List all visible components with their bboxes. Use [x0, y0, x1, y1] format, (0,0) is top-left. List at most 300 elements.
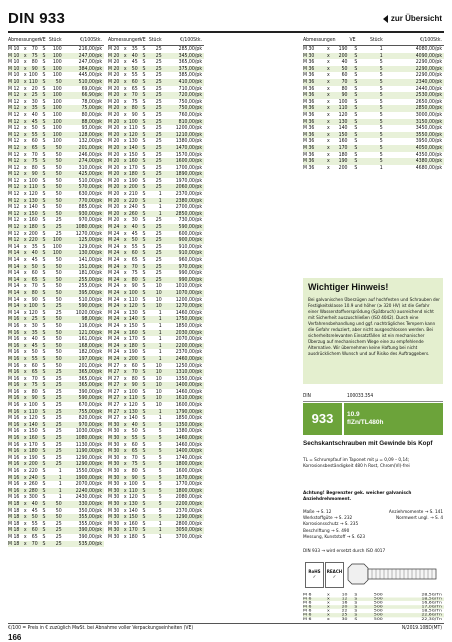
thread-size: M 20 [108, 105, 122, 112]
times-sign: x [23, 158, 27, 165]
thread-size: M 12 [8, 92, 22, 99]
price: 710,00/pk [178, 85, 202, 92]
quantity: 25 [48, 461, 63, 468]
length: 180 [128, 171, 138, 178]
length: 60 [128, 250, 140, 257]
ve-code: S [42, 125, 46, 132]
times-sign: x [23, 283, 27, 290]
ve-code: S [140, 277, 149, 284]
quantity: 25 [55, 533, 62, 540]
thread-size: M 12 [8, 217, 20, 224]
price: 365,00/pk [78, 375, 102, 382]
length: 40 [128, 422, 140, 429]
times-sign: x [23, 481, 27, 488]
table-row [108, 356, 204, 363]
price: 750,00/pk [178, 98, 202, 105]
table-row [108, 514, 204, 521]
length: 25 [333, 613, 350, 617]
times-sign: x [23, 138, 27, 145]
table-row [8, 158, 104, 165]
ve-code: S [40, 53, 49, 60]
table-row [8, 171, 104, 178]
reference-line[interactable]: Beschriftung → S. 490 [303, 528, 350, 534]
price: 365,00/pk [64, 369, 104, 376]
thread-size: M 12 [8, 132, 22, 139]
thread-size: M 20 [108, 145, 122, 152]
ve-code: S [42, 415, 46, 422]
length: 35 [28, 105, 40, 112]
page-number: 166 [8, 633, 22, 642]
quantity: 50 [48, 501, 63, 508]
times-sign: x [23, 369, 27, 376]
thread-size: M 30 [108, 441, 120, 448]
quantity: 50 [48, 514, 63, 521]
price: 1790,00/pk [164, 409, 204, 416]
times-sign: x [23, 448, 27, 455]
quantity: 5 [362, 158, 385, 165]
price: 285,00/pk [178, 46, 202, 52]
ve-code: S [350, 605, 363, 609]
ve-code: S [142, 98, 146, 105]
times-sign: x [123, 329, 127, 336]
quantity: 25 [148, 184, 163, 191]
price: 1460,00/pk [175, 388, 202, 395]
ve-code: S [40, 461, 49, 468]
quantity: 25 [48, 303, 63, 310]
ve-code: S [42, 46, 46, 52]
length: 140 [338, 125, 348, 132]
times-sign: x [326, 98, 330, 105]
times-sign: x [324, 79, 332, 86]
thread-size: M 24 [108, 336, 120, 343]
times-sign: x [23, 111, 27, 118]
ve-code: S [142, 520, 146, 527]
quantity: 5 [362, 132, 385, 139]
thread-size: M 36 [303, 145, 324, 152]
quantity: 1 [148, 198, 163, 205]
reference-line[interactable]: Werkstoffgüte → S. 232 Normwert ungl. → S. 4 [303, 516, 443, 522]
table-row [8, 277, 104, 284]
quantity: 10 [155, 296, 162, 303]
din-number: 933 [303, 403, 342, 435]
times-sign: x [23, 514, 27, 521]
thread-size: M 30 [108, 507, 120, 514]
table-row [108, 343, 204, 350]
length: 55 [131, 243, 138, 250]
price: 310,00/pk [78, 164, 102, 171]
length: 100 [128, 388, 138, 395]
overview-link[interactable] [383, 14, 442, 23]
quantity: 25 [55, 402, 62, 409]
times-sign: x [23, 303, 27, 310]
table-row [108, 92, 204, 99]
price: 18,50/Tn [421, 609, 442, 613]
times-sign: x [324, 158, 332, 165]
price: 355,00/pk [64, 514, 104, 521]
ve-code: S [42, 494, 46, 501]
thread-size: M 16 [8, 375, 20, 382]
quantity: 500 [362, 605, 385, 609]
quantity: 100 [48, 237, 63, 244]
thread-size: M 20 [108, 211, 122, 218]
thread-size: M 27 [108, 402, 120, 409]
ve-code: S [42, 217, 46, 224]
table-row [108, 461, 204, 468]
quantity: 25 [155, 138, 162, 145]
thread-size: M 20 [108, 138, 120, 145]
price: 1890,00/pk [164, 171, 204, 178]
thread-size: M 24 [108, 224, 122, 231]
ve-code: S [350, 79, 363, 86]
ve-code: S [42, 204, 46, 211]
quantity: 5 [379, 151, 383, 158]
table-row [8, 343, 104, 350]
times-sign: x [123, 349, 127, 356]
times-sign: x [324, 613, 332, 617]
finish: flZn/TL480h [347, 419, 384, 426]
ve-code: S [40, 316, 49, 323]
price: 1080,00/pk [64, 435, 104, 442]
quantity: 50 [55, 322, 62, 329]
warning-box [303, 278, 443, 384]
times-sign: x [123, 65, 127, 72]
quantity: 50 [55, 336, 62, 343]
table-row [108, 349, 204, 356]
length: 200 [333, 53, 350, 60]
thread-size: M 18 [8, 507, 20, 514]
ve-code: S [354, 164, 358, 171]
length: 200 [128, 355, 138, 362]
length: 300 [28, 494, 38, 501]
thread-size: M 27 [108, 409, 122, 416]
price: 128,00/pk [64, 132, 104, 139]
table-row [303, 92, 444, 99]
price: 2200,00/pk [164, 501, 204, 508]
length: 65 [28, 145, 40, 152]
thread-size: M 16 [8, 395, 22, 402]
times-sign: x [123, 52, 127, 59]
thread-size: M 16 [8, 356, 22, 363]
quantity: 25 [155, 270, 162, 277]
price: 2700,00/pk [175, 204, 202, 211]
ve-code: S [42, 349, 46, 356]
length: 120 [128, 131, 138, 138]
ve-code: S [42, 507, 46, 514]
ve-code: S [42, 336, 46, 343]
quantity: 5 [148, 448, 163, 455]
table-row [8, 250, 104, 257]
ve-code: S [140, 171, 149, 178]
times-sign: x [23, 85, 27, 92]
ve-code: S [142, 349, 146, 356]
price: 1350,00/pk [164, 422, 204, 429]
length: 110 [128, 296, 138, 303]
quantity: 1 [58, 481, 62, 488]
times-sign: x [23, 342, 27, 349]
reference-line[interactable]: Maße → S. 12 Anziehmomente → S. 141 [303, 510, 443, 515]
table-row [108, 244, 204, 251]
table-row [8, 488, 104, 495]
table-row [8, 402, 104, 409]
times-sign: x [23, 131, 27, 138]
ve-code: S [42, 428, 46, 435]
times-sign: x [23, 500, 27, 507]
quantity: 500 [362, 613, 385, 617]
length: 75 [128, 461, 140, 468]
quantity: 100 [52, 138, 62, 145]
table-row [303, 132, 444, 139]
thread-size: M 10 [8, 53, 22, 60]
thread-size: M 16 [8, 475, 22, 482]
thread-size: M 30 [108, 428, 120, 435]
price: 1380,00/pk [175, 428, 202, 435]
price: 910,00/pk [178, 243, 202, 250]
ve-code: S [40, 264, 49, 271]
thread-size: M 18 [8, 514, 22, 521]
length: 25 [28, 316, 40, 323]
times-sign: x [23, 65, 27, 72]
quantity: 25 [48, 541, 63, 548]
price: 1600,00/pk [164, 158, 204, 165]
length: 280 [28, 487, 38, 494]
thread-size: M 14 [8, 290, 22, 297]
price: 365,00/pk [64, 382, 104, 389]
length: 12 [333, 597, 350, 601]
times-sign: x [23, 230, 27, 237]
table-row [108, 330, 204, 337]
quantity: 100 [52, 111, 62, 118]
table-row [8, 198, 104, 205]
times-sign: x [23, 78, 27, 85]
length: 220 [28, 237, 38, 244]
price: 2290,00/pk [415, 59, 442, 66]
price: 201,00/pk [78, 362, 102, 369]
table-row [8, 494, 104, 501]
table-row [108, 119, 204, 126]
ve-code: S [42, 98, 46, 105]
times-sign: x [23, 336, 27, 343]
ve-code: S [40, 66, 49, 73]
quantity: 1 [148, 330, 163, 337]
ve-code: S [140, 343, 149, 350]
table-row [8, 501, 104, 508]
length: 110 [128, 125, 138, 132]
price: 1380,00/pk [175, 138, 202, 145]
ve-code: S [40, 501, 49, 508]
thread-size: M 18 [8, 533, 20, 540]
quantity: 25 [155, 177, 162, 184]
table-row [303, 152, 444, 159]
table-row [8, 119, 104, 126]
price: 2430,00/pk [75, 494, 102, 501]
reach-icon: REACH ✓ [325, 562, 344, 588]
quantity: 1 [158, 415, 162, 422]
quantity: 25 [55, 454, 62, 461]
thread-size: M 6 [303, 605, 324, 609]
thread-size: M 24 [108, 356, 122, 363]
price: 1070,00/pk [164, 290, 204, 297]
price: 1010,00/pk [175, 283, 202, 290]
table-row [8, 211, 104, 218]
times-sign: x [123, 388, 127, 395]
price: 2530,00/pk [385, 92, 444, 99]
quantity: 25 [155, 98, 162, 105]
ve-code: S [350, 92, 363, 99]
length: 75 [131, 270, 138, 277]
quantity: 25 [48, 369, 63, 376]
ve-code: S [40, 79, 49, 86]
table-row [8, 415, 104, 422]
thread-size: M 16 [8, 362, 20, 369]
length: 190 [333, 158, 350, 165]
length: 25 [28, 92, 40, 99]
price: 1570,00/pk [175, 151, 202, 158]
price: 970,00/pk [164, 264, 204, 271]
price: 1460,00/pk [164, 435, 204, 442]
length: 160 [128, 520, 138, 527]
price: 1080,00/pk [64, 224, 104, 231]
thread-size: M 16 [8, 415, 20, 422]
quantity: 1 [158, 336, 162, 343]
times-sign: x [23, 164, 27, 171]
thread-size: M 27 [108, 375, 120, 382]
times-sign: x [23, 435, 27, 442]
ve-code: S [354, 111, 358, 118]
times-sign: x [123, 164, 127, 171]
reference-line[interactable]: Korrosionsschutz → S. 235 [303, 522, 359, 528]
length: 75 [28, 382, 40, 389]
price: 510,00/pk [78, 177, 102, 184]
quantity: 25 [148, 53, 163, 60]
table-row [108, 145, 204, 152]
ve-code: S [40, 395, 49, 402]
price: 970,00/pk [78, 217, 102, 224]
ve-code: S [140, 79, 149, 86]
length: 30 [131, 217, 138, 224]
length: 140 [28, 204, 38, 211]
table-row [108, 125, 204, 132]
times-sign: x [123, 138, 127, 145]
ve-code: S [350, 119, 363, 126]
table-row [8, 59, 104, 66]
length: 10 [341, 593, 348, 597]
length: 150 [128, 151, 138, 158]
ve-code: S [140, 211, 149, 218]
table-row [8, 72, 104, 79]
quantity: 5 [158, 428, 162, 435]
thread-size: M 20 [108, 111, 120, 118]
price: 820,00/pk [78, 415, 102, 422]
thread-size: M 24 [108, 230, 120, 237]
times-sign: x [123, 342, 127, 349]
ve-code: S [142, 428, 146, 435]
price: 1700,00/pk [175, 164, 202, 171]
price: 390,00/pk [64, 527, 104, 534]
thread-size: M 14 [8, 270, 20, 277]
ve-code: S [42, 111, 46, 118]
thread-size: M 24 [108, 290, 122, 297]
times-sign: x [123, 59, 127, 66]
table-row [108, 455, 204, 462]
times-sign: x [23, 98, 27, 105]
times-sign: x [123, 224, 127, 231]
length: 120 [128, 494, 138, 501]
table-row [108, 442, 204, 449]
length: 140 [128, 507, 138, 514]
times-sign: x [326, 138, 330, 145]
price: 350,00/pk [78, 507, 102, 514]
times-sign: x [123, 237, 127, 244]
table-row [8, 283, 104, 290]
table-row [108, 475, 204, 482]
price: 1290,00/pk [164, 514, 204, 521]
price: 1850,00/pk [175, 415, 202, 422]
ve-code: S [142, 441, 146, 448]
quantity: 100 [48, 53, 63, 60]
thread-size: M 36 [303, 132, 324, 139]
code-label: DIN [303, 394, 311, 399]
length: 160 [28, 217, 38, 224]
times-sign: x [23, 468, 27, 474]
price: 670,00/pk [78, 402, 102, 409]
length: 55 [28, 132, 40, 139]
table-row [108, 534, 204, 541]
thread-size: M 6 [303, 617, 312, 621]
price: 570,00/pk [64, 184, 104, 191]
thread-size: M 20 [108, 46, 120, 52]
quantity: 1 [362, 53, 385, 60]
table-row [303, 105, 444, 112]
price: 4050,00/pk [385, 145, 444, 152]
table-row [108, 191, 204, 198]
thread-size: M 12 [8, 237, 22, 244]
thread-size: M 16 [8, 409, 22, 416]
thread-size: M 20 [108, 98, 120, 105]
ve-code: S [350, 597, 363, 601]
price: 1740,00/pk [175, 454, 202, 461]
reference-line[interactable]: Messung, Kunststoff → S. 623 [303, 534, 366, 540]
quantity: 5 [362, 145, 385, 152]
ve-code: S [354, 98, 358, 105]
quantity: 10 [155, 283, 162, 290]
thread-size: M 36 [303, 111, 315, 118]
times-sign: x [23, 59, 27, 66]
length: 110 [28, 78, 38, 85]
quantity: 50 [48, 290, 63, 297]
ve-code: S [140, 382, 149, 389]
ve-code: S [350, 132, 363, 139]
length: 70 [31, 283, 38, 290]
ve-code: S [140, 369, 149, 376]
table-row [303, 138, 444, 145]
table-row [108, 105, 204, 112]
quantity: 25 [155, 151, 162, 158]
ve-code: S [142, 125, 146, 132]
table-row [108, 297, 204, 304]
price: 2290,00/pk [385, 66, 444, 73]
thread-size: M 20 [108, 92, 122, 99]
ve-code: S [140, 409, 149, 416]
ve-code: S [142, 177, 146, 184]
length: 45 [131, 230, 138, 237]
table-row [8, 475, 104, 482]
thread-size: M 14 [8, 277, 22, 284]
ve-code: S [142, 243, 146, 250]
thread-size: M 27 [108, 395, 122, 402]
table-row [303, 59, 444, 66]
price: 1800,00/pk [164, 461, 204, 468]
table-row [108, 336, 204, 343]
